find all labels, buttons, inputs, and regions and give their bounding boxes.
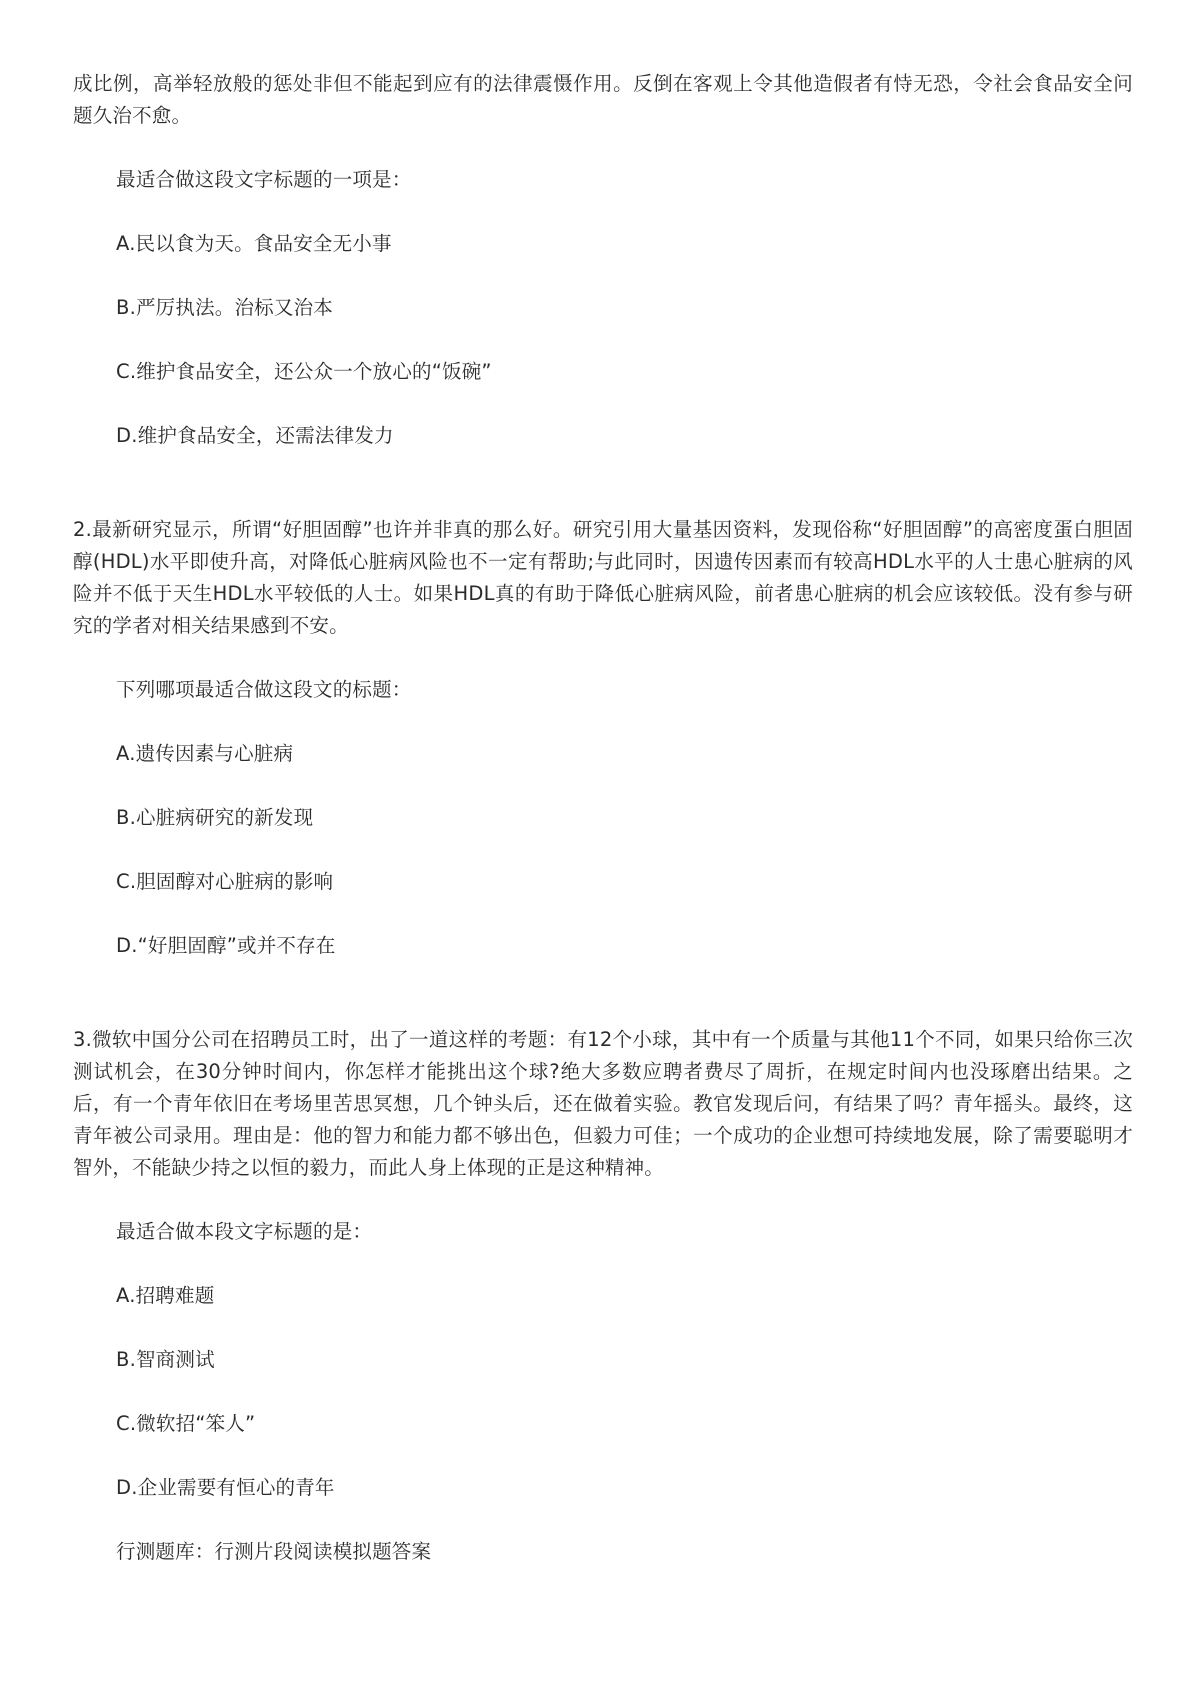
document-page xyxy=(73,68,1133,1568)
q1-option-c: C.维护食品安全，还公众一个放心的“饭碗” xyxy=(116,360,492,383)
q1-option-a: A.民以食为天。食品安全无小事 xyxy=(116,232,392,255)
footer-source: 行测题库：行测片段阅读模拟题答案 xyxy=(116,1540,432,1563)
q2-stem: 2.最新研究显示，所谓“好胆固醇”也许并非真的那么好。研究引用大量基因资料，发现俗称“好胆固醇”的高密度蛋白胆固醇(HDL)水平即使升高，对降低心脏病风险也不一定有帮助;与此同时，因遗传因素而有较高HDL水平的人士患心脏病的风险并不低于天生HDL水平较低的人士。如果HDL真的有助于降低心脏病风险，前者患心脏病的机会应该较低。没有参与研究的学者对相关结果感到不安。 xyxy=(73,518,1133,637)
q2-option-d: D.“好胆固醇”或并不存在 xyxy=(116,934,336,957)
q3-option-d: D.企业需要有恒心的青年 xyxy=(116,1476,335,1499)
q2-option-a: A.遗传因素与心脏病 xyxy=(116,742,294,765)
q3-option-c: C.微软招“笨人” xyxy=(116,1412,256,1435)
q1-prompt: 最适合做这段文字标题的一项是： xyxy=(116,168,412,191)
q2-option-b: B.心脏病研究的新发现 xyxy=(116,806,314,829)
q3-option-a: A.招聘难题 xyxy=(116,1284,215,1307)
q1-continuation: 成比例，高举轻放般的惩处非但不能起到应有的法律震慑作用。反倒在客观上令其他造假者有恃无恐，令社会食品安全问题久治不愈。 xyxy=(73,72,1133,127)
q1-option-b: B.严厉执法。治标又治本 xyxy=(116,296,333,319)
q2-option-c: C.胆固醇对心脏病的影响 xyxy=(116,870,334,893)
q2-prompt: 下列哪项最适合做这段文的标题： xyxy=(116,678,412,701)
q3-option-b: B.智商测试 xyxy=(116,1348,215,1371)
q3-stem: 3.微软中国分公司在招聘员工时，出了一道这样的考题：有12个小球，其中有一个质量与其他11个不同，如果只给你三次测试机会，在30分钟时间内，你怎样才能挑出这个球?绝大多数应聘者费尽了周折，在规定时间内也没琢磨出结果。之后，有一个青年依旧在考场里苦思冥想，几个钟头后，还在做着实验。教官发现后问，有结果了吗？青年摇头。最终，这青年被公司录用。理由是：他的智力和能力都不够出色，但毅力可佳；一个成功的企业想可持续地发展，除了需要聪明才智外，不能缺少持之以恒的毅力，而此人身上体现的正是这种精神。 xyxy=(73,1028,1133,1179)
q3-prompt: 最适合做本段文字标题的是： xyxy=(116,1220,373,1243)
q1-option-d: D.维护食品安全，还需法律发力 xyxy=(116,424,394,447)
